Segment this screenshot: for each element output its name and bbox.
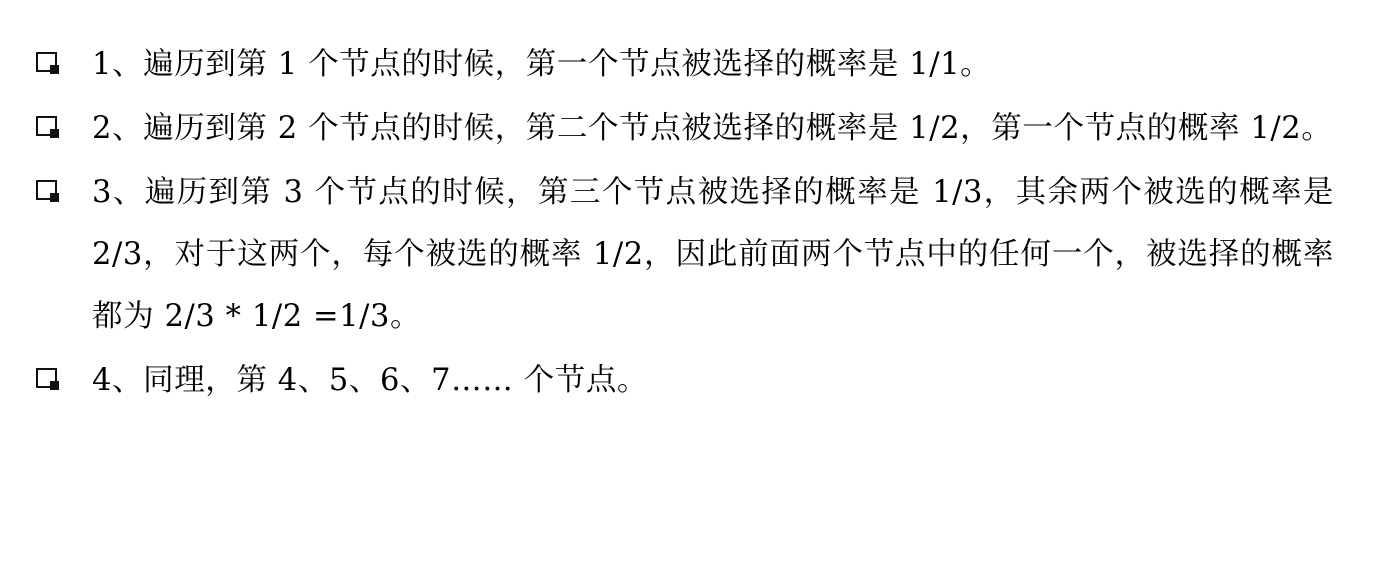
list-item-text: 4、同理，第 4、5、6、7…… 个节点。 <box>92 363 649 398</box>
list-item-text: 1、遍历到第 1 个节点的时候，第一个节点被选择的概率是 1/1。 <box>92 47 992 82</box>
list-item <box>28 350 1334 412</box>
bullet-list <box>28 34 1334 412</box>
list-item-text: 3、遍历到第 3 个节点的时候，第三个节点被选择的概率是 1/3，其余两个被选的概率是 2/3，对于这两个，每个被选的概率 1/2，因此前面两个节点中的任何一个，被选择的概率都为 2/3 * 1/2 =1/3。 <box>92 175 1334 334</box>
list-item <box>28 34 1334 96</box>
list-item <box>28 98 1334 160</box>
square-bullet-icon <box>28 98 92 136</box>
square-bullet-icon <box>28 162 92 200</box>
square-bullet-icon <box>28 350 92 388</box>
list-item-text: 2、遍历到第 2 个节点的时候，第二个节点被选择的概率是 1/2，第一个节点的概率 1/2。 <box>92 111 1333 146</box>
list-item <box>28 162 1334 348</box>
square-bullet-icon <box>28 34 92 72</box>
